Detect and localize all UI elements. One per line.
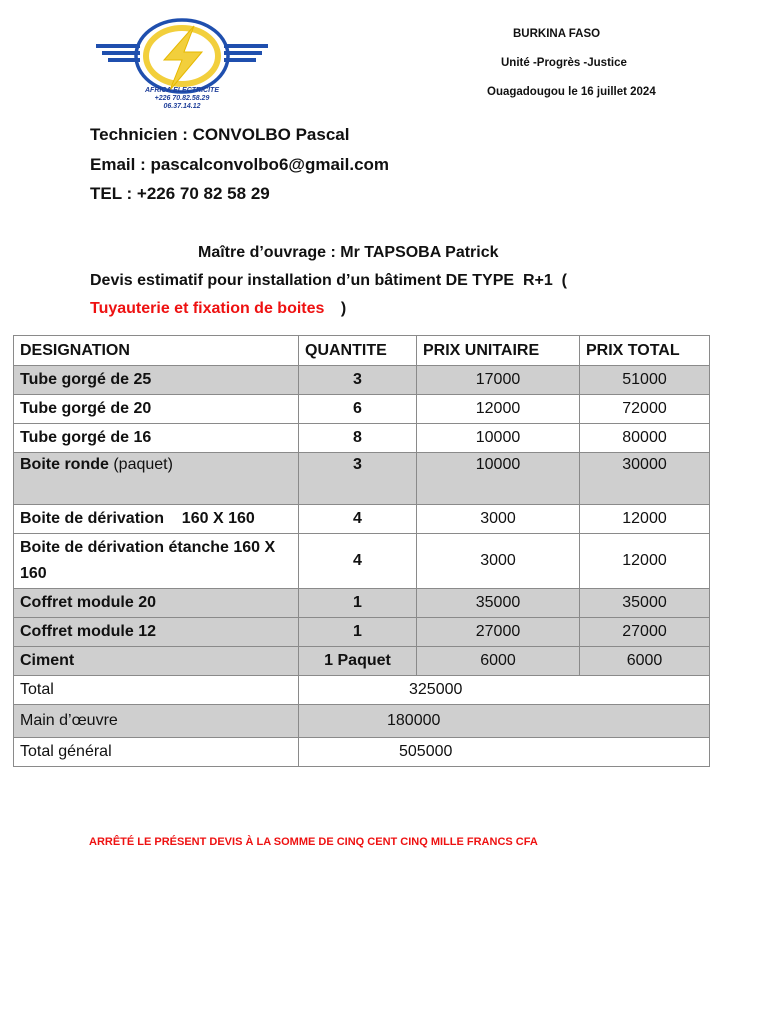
cell-prix-total: 51000	[580, 366, 710, 395]
summary-label: Main d’œuvre	[14, 705, 299, 738]
project-owner: Maître d’ouvrage : Mr TAPSOBA Patrick	[198, 244, 499, 261]
cell-prix-unitaire: 6000	[417, 647, 580, 676]
place-date: Ouagadougou le 16 juillet 2024	[487, 86, 656, 98]
cell-prix-total: 12000	[580, 505, 710, 534]
cell-quantite: 3	[299, 366, 417, 395]
header-prix-unitaire: PRIX UNITAIRE	[417, 336, 580, 366]
table-row	[14, 453, 710, 505]
company-logo	[94, 18, 270, 116]
cell-quantite: 3	[299, 453, 417, 505]
technician-name: Technicien : CONVOLBO Pascal	[90, 125, 350, 144]
cell-prix-unitaire: 17000	[417, 366, 580, 395]
summary-label: Total	[14, 676, 299, 705]
logo-company-name: AFRICA ELECTRICITE	[144, 87, 220, 94]
quote-table	[13, 335, 710, 767]
cell-prix-total: 80000	[580, 424, 710, 453]
cell-quantite: 8	[299, 424, 417, 453]
header-prix-total: PRIX TOTAL	[580, 336, 710, 366]
cell-designation: Tube gorgé de 16	[14, 424, 299, 453]
table-row	[14, 534, 710, 589]
table-row	[14, 505, 710, 534]
cell-prix-unitaire: 3000	[417, 505, 580, 534]
cell-designation: Boite de dérivation 160 X 160	[14, 505, 299, 534]
cell-designation: Coffret module 20	[14, 589, 299, 618]
technician-phone: TEL : +226 70 82 58 29	[90, 184, 270, 203]
summary-row-total-general	[14, 738, 710, 767]
table-row	[14, 647, 710, 676]
header-designation: DESIGNATION	[14, 336, 299, 366]
cell-prix-unitaire: 35000	[417, 589, 580, 618]
logo-phone-2: 06.37.14.12	[163, 103, 201, 110]
cell-prix-total: 30000	[580, 453, 710, 505]
cell-prix-total: 12000	[580, 534, 710, 589]
cell-quantite: 1 Paquet	[299, 647, 417, 676]
devis-subject-line	[90, 300, 346, 318]
cell-prix-unitaire: 12000	[417, 395, 580, 424]
cell-prix-total: 72000	[580, 395, 710, 424]
table-row	[14, 589, 710, 618]
cell-quantite: 4	[299, 505, 417, 534]
cell-designation: Coffret module 12	[14, 618, 299, 647]
summary-row-main-oeuvre	[14, 705, 710, 738]
cell-designation: Tube gorgé de 25	[14, 366, 299, 395]
table-header-row	[14, 336, 710, 366]
cell-quantite: 4	[299, 534, 417, 589]
summary-value: 180000	[299, 705, 710, 738]
cell-prix-total: 35000	[580, 589, 710, 618]
cell-prix-total: 27000	[580, 618, 710, 647]
cell-designation: Ciment	[14, 647, 299, 676]
arrete-statement: ARRÊTÉ LE PRÉSENT DEVIS À LA SOMME DE CINQ CENT CINQ MILLE FRANCS CFA	[89, 836, 538, 848]
summary-value: 505000	[299, 738, 710, 767]
cell-prix-total: 6000	[580, 647, 710, 676]
table-row	[14, 424, 710, 453]
lightning-logo-icon	[94, 18, 270, 98]
cell-prix-unitaire: 3000	[417, 534, 580, 589]
table-row	[14, 366, 710, 395]
table-row	[14, 395, 710, 424]
cell-designation: Boite de dérivation étanche 160 X 160	[14, 534, 299, 589]
devis-title: Devis estimatif pour installation d’un bâtiment DE TYPE R+1 (	[90, 272, 567, 289]
technician-email: Email : pascalconvolbo6@gmail.com	[90, 155, 390, 174]
closing-parenthesis: )	[340, 300, 347, 317]
cell-quantite: 1	[299, 589, 417, 618]
national-motto: Unité -Progrès -Justice	[501, 57, 627, 69]
devis-subject: Tuyauterie et fixation de boites	[90, 300, 325, 317]
designation-main: Boite ronde	[20, 456, 109, 473]
summary-value: 325000	[299, 676, 710, 705]
cell-quantite: 1	[299, 618, 417, 647]
table-row	[14, 618, 710, 647]
cell-designation: Tube gorgé de 20	[14, 395, 299, 424]
summary-row-total	[14, 676, 710, 705]
cell-prix-unitaire: 10000	[417, 453, 580, 505]
logo-phone-1: +226 70.82.58.29	[154, 95, 210, 102]
header-quantite: QUANTITE	[299, 336, 417, 366]
summary-label: Total général	[14, 738, 299, 767]
cell-prix-unitaire: 27000	[417, 618, 580, 647]
cell-prix-unitaire: 10000	[417, 424, 580, 453]
designation-extra: (paquet)	[113, 456, 173, 473]
cell-designation	[14, 453, 299, 505]
country-name: BURKINA FASO	[513, 28, 601, 40]
cell-quantite: 6	[299, 395, 417, 424]
